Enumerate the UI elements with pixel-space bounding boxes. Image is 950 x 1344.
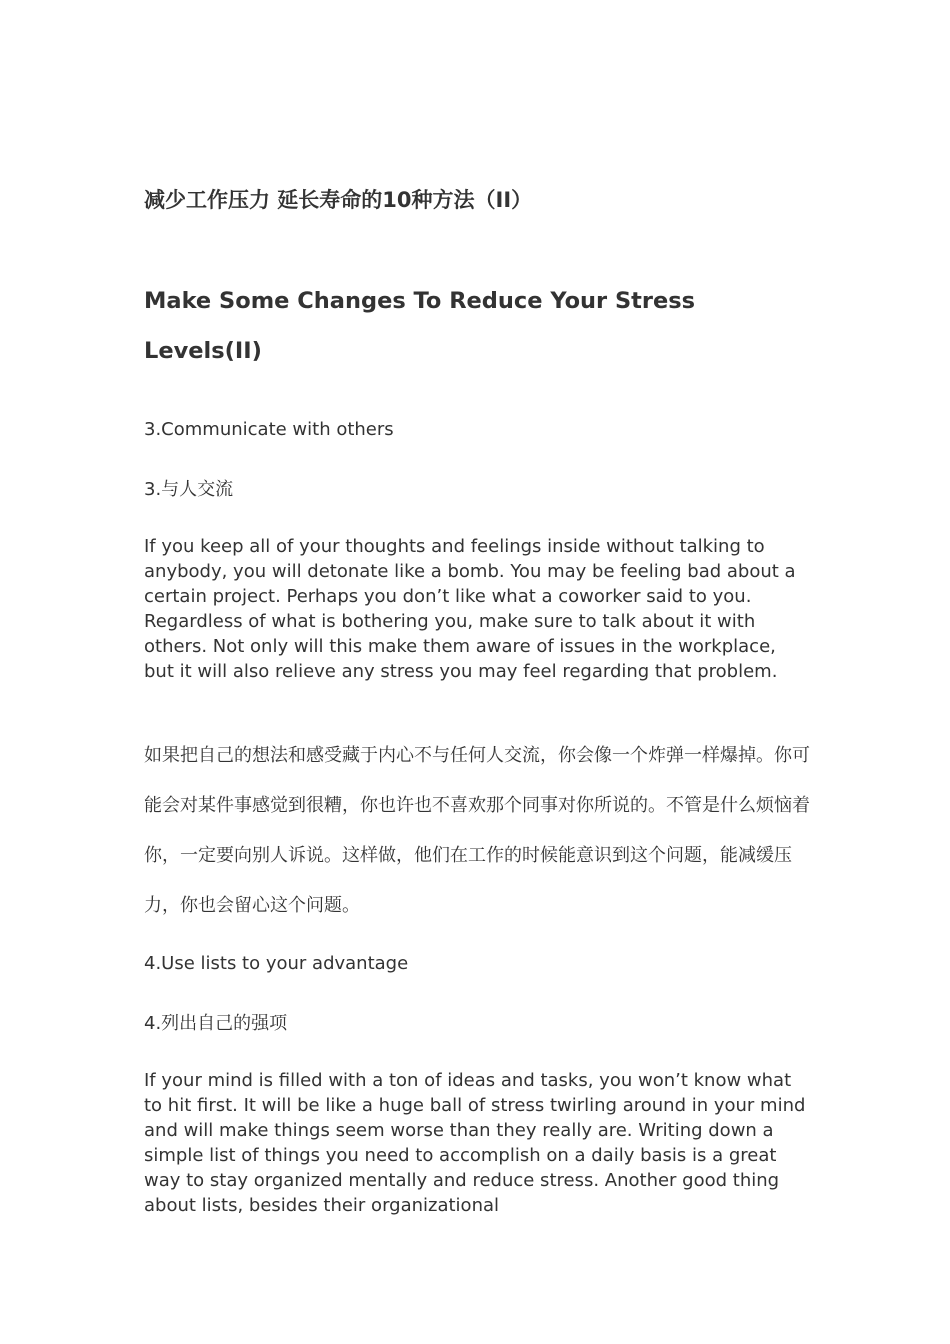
- section-4-paragraph-english: If your mind is filled with a ton of ideas and tasks, you won’t know what to hit first. It will be like a huge ball of stress twirling around in your mind and will make things seem worse than they really are. Writing down a simple list of things you need to accomplish on a daily basis is a great way to stay organized mentally and reduce stress. Another good thing about lists, besides their organizational: [144, 1070, 806, 1216]
- title-chinese: 减少工作压力 延长寿命的10种方法（II）: [144, 188, 533, 212]
- section-4-heading-english: 4.Use lists to your advantage: [144, 953, 409, 974]
- section-3-paragraph-english: If you keep all of your thoughts and feelings inside without talking to anybody, you will detonate like a bomb. You may be feeling bad about a certain project. Perhaps you don’t like what a coworker said to you. Regardless of what is bothering you, make sure to talk about it with others. Not only will this make them aware of issues in the workplace, but it will also relieve any stress you may feel regarding that problem.: [144, 536, 796, 682]
- section-3-heading-english: 3.Communicate with others: [144, 419, 394, 440]
- section-4-heading-chinese: 4.列出自己的强项: [144, 1013, 288, 1034]
- section-3-heading-chinese: 3.与人交流: [144, 479, 234, 500]
- title-english: Make Some Changes To Reduce Your Stress Levels(II): [144, 288, 696, 364]
- section-3-paragraph-chinese: 如果把自己的想法和感受藏于内心不与任何人交流，你会像一个炸弹一样爆掉。你可能会对某件事感觉到很糟，你也许也不喜欢那个同事对你所说的。不管是什么烦恼着你，一定要向别人诉说。这样做，他们在工作的时候能意识到这个问题，能减缓压力，你也会留心这个问题。: [144, 745, 810, 916]
